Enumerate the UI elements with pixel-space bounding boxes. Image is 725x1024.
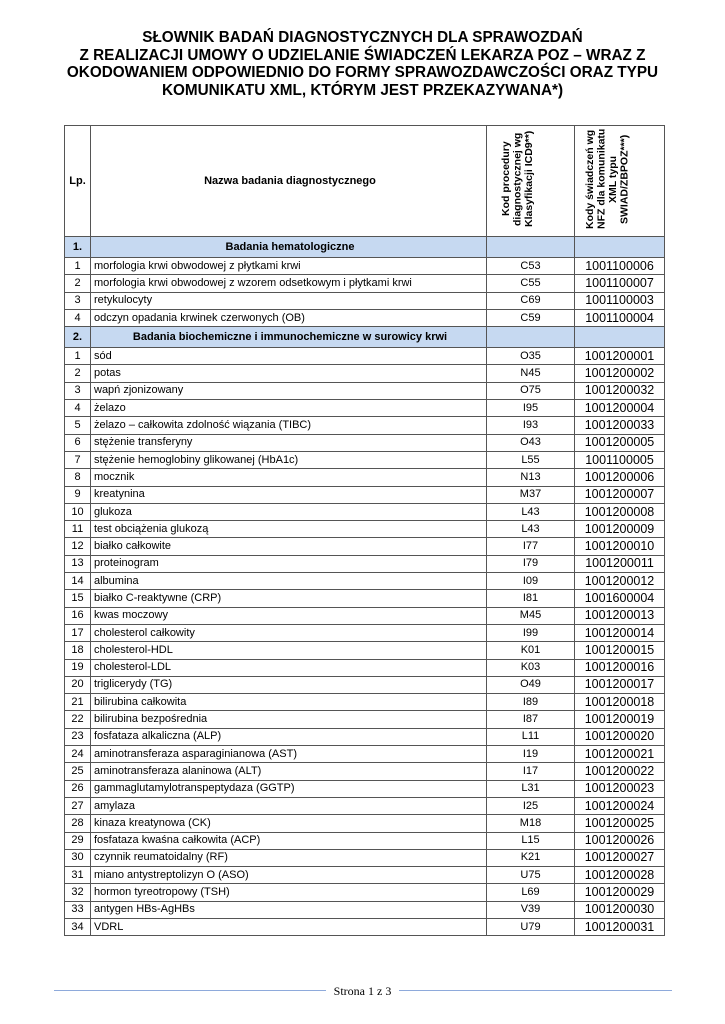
row-number: 6 xyxy=(65,434,91,451)
icd9-code: U79 xyxy=(487,918,575,935)
test-name: kreatynina xyxy=(91,486,487,503)
test-name: VDRL xyxy=(91,918,487,935)
empty-cell xyxy=(487,237,575,258)
row-number: 21 xyxy=(65,694,91,711)
test-name: miano antystreptolizyn O (ASO) xyxy=(91,867,487,884)
table-row xyxy=(65,486,665,503)
table-row xyxy=(65,607,665,624)
nfz-code: 1001200011 xyxy=(575,555,665,572)
table-row xyxy=(65,763,665,780)
nfz-code: 1001200012 xyxy=(575,573,665,590)
row-number: 29 xyxy=(65,832,91,849)
nfz-code: 1001200024 xyxy=(575,797,665,814)
test-name: hormon tyreotropowy (TSH) xyxy=(91,884,487,901)
nfz-code: 1001200001 xyxy=(575,348,665,365)
nfz-code: 1001200005 xyxy=(575,434,665,451)
table-body xyxy=(65,237,665,936)
icd9-code: M45 xyxy=(487,607,575,624)
nfz-code: 1001200002 xyxy=(575,365,665,382)
row-number: 2 xyxy=(65,365,91,382)
icd9-code: I87 xyxy=(487,711,575,728)
nfz-code: 1001200021 xyxy=(575,746,665,763)
row-number: 4 xyxy=(65,400,91,417)
nfz-code: 1001200008 xyxy=(575,503,665,520)
row-number: 30 xyxy=(65,849,91,866)
table-row xyxy=(65,676,665,693)
row-number: 16 xyxy=(65,607,91,624)
header-nfz-text: Kody świadczeń wg NFZ dla komunikatu XML typu SWIAD/ZBPOZ***) xyxy=(583,128,630,230)
test-name: fosfataza alkaliczna (ALP) xyxy=(91,728,487,745)
nfz-code: 1001200023 xyxy=(575,780,665,797)
test-name: kinaza kreatynowa (CK) xyxy=(91,815,487,832)
section-number: 1. xyxy=(65,237,91,258)
table-row xyxy=(65,780,665,797)
page-footer xyxy=(0,982,725,1000)
table-row xyxy=(65,711,665,728)
nfz-code: 1001200033 xyxy=(575,417,665,434)
test-name: retykulocyty xyxy=(91,292,487,309)
row-number: 20 xyxy=(65,676,91,693)
test-name: żelazo – całkowita zdolność wiązania (TIBC) xyxy=(91,417,487,434)
nfz-code: 1001200009 xyxy=(575,521,665,538)
row-number: 11 xyxy=(65,521,91,538)
table-row xyxy=(65,728,665,745)
test-name: bilirubina bezpośrednia xyxy=(91,711,487,728)
nfz-code: 1001200013 xyxy=(575,607,665,624)
row-number: 27 xyxy=(65,797,91,814)
nfz-code: 1001200007 xyxy=(575,486,665,503)
icd9-code: L11 xyxy=(487,728,575,745)
nfz-code: 1001200029 xyxy=(575,884,665,901)
table-row xyxy=(65,434,665,451)
icd9-code: I99 xyxy=(487,624,575,641)
test-name: cholesterol-LDL xyxy=(91,659,487,676)
table-row xyxy=(65,884,665,901)
table-row xyxy=(65,901,665,918)
nfz-code: 1001200025 xyxy=(575,815,665,832)
table-row xyxy=(65,521,665,538)
nfz-code: 1001200027 xyxy=(575,849,665,866)
test-name: aminotransferaza asparaginianowa (AST) xyxy=(91,746,487,763)
row-number: 8 xyxy=(65,469,91,486)
test-name: aminotransferaza alaninowa (ALT) xyxy=(91,763,487,780)
test-name: antygen HBs-AgHBs xyxy=(91,901,487,918)
table-row xyxy=(65,503,665,520)
icd9-code: C53 xyxy=(487,258,575,275)
nfz-code: 1001200019 xyxy=(575,711,665,728)
icd9-code: I17 xyxy=(487,763,575,780)
row-number: 26 xyxy=(65,780,91,797)
nfz-code: 1001100003 xyxy=(575,292,665,309)
row-number: 4 xyxy=(65,309,91,326)
row-number: 9 xyxy=(65,486,91,503)
nfz-code: 1001200004 xyxy=(575,400,665,417)
row-number: 12 xyxy=(65,538,91,555)
test-name: proteinogram xyxy=(91,555,487,572)
table-row xyxy=(65,573,665,590)
icd9-code: L55 xyxy=(487,451,575,468)
empty-cell xyxy=(487,327,575,348)
test-name: morfologia krwi obwodowej z wzorem odsetkowym i płytkami krwi xyxy=(91,275,487,292)
icd9-code: I09 xyxy=(487,573,575,590)
test-name: triglicerydy (TG) xyxy=(91,676,487,693)
nfz-code: 1001200030 xyxy=(575,901,665,918)
icd9-code: I77 xyxy=(487,538,575,555)
icd9-code: I95 xyxy=(487,400,575,417)
icd9-code: C55 xyxy=(487,275,575,292)
icd9-code: O43 xyxy=(487,434,575,451)
row-number: 33 xyxy=(65,901,91,918)
title-line: Z REALIZACJI UMOWY O UDZIELANIE ŚWIADCZEŃ LEKARZA POZ – WRAZ Z xyxy=(79,46,646,64)
test-name: bilirubina całkowita xyxy=(91,694,487,711)
icd9-code: M37 xyxy=(487,486,575,503)
nfz-code: 1001200031 xyxy=(575,918,665,935)
page-number: Strona 1 z 3 xyxy=(326,984,400,998)
section-row xyxy=(65,237,665,258)
icd9-code: C59 xyxy=(487,309,575,326)
row-number: 2 xyxy=(65,275,91,292)
test-name: cholesterol całkowity xyxy=(91,624,487,641)
title-line: SŁOWNIK BADAŃ DIAGNOSTYCZNYCH DLA SPRAWOZDAŃ xyxy=(142,29,583,46)
diagnostic-tests-table xyxy=(64,125,665,936)
test-name: morfologia krwi obwodowej z płytkami krwi xyxy=(91,258,487,275)
test-name: wapń zjonizowany xyxy=(91,382,487,399)
icd9-code: I25 xyxy=(487,797,575,814)
icd9-code: L31 xyxy=(487,780,575,797)
nfz-code: 1001100004 xyxy=(575,309,665,326)
test-name: gammaglutamylotranspeptydaza (GGTP) xyxy=(91,780,487,797)
table-row xyxy=(65,918,665,935)
nfz-code: 1001200018 xyxy=(575,694,665,711)
table-row xyxy=(65,292,665,309)
table-row xyxy=(65,538,665,555)
test-name: białko całkowite xyxy=(91,538,487,555)
test-name: sód xyxy=(91,348,487,365)
row-number: 14 xyxy=(65,573,91,590)
row-number: 23 xyxy=(65,728,91,745)
table-row xyxy=(65,258,665,275)
nfz-code: 1001100005 xyxy=(575,451,665,468)
row-number: 32 xyxy=(65,884,91,901)
icd9-code: I89 xyxy=(487,694,575,711)
nfz-code: 1001200006 xyxy=(575,469,665,486)
nfz-code: 1001200026 xyxy=(575,832,665,849)
table-row xyxy=(65,382,665,399)
table-row xyxy=(65,642,665,659)
table-row xyxy=(65,469,665,486)
section-row xyxy=(65,327,665,348)
icd9-code: M18 xyxy=(487,815,575,832)
test-name: glukoza xyxy=(91,503,487,520)
row-number: 5 xyxy=(65,417,91,434)
table-row xyxy=(65,659,665,676)
table-row xyxy=(65,555,665,572)
test-name: czynnik reumatoidalny (RF) xyxy=(91,849,487,866)
nfz-code: 1001200016 xyxy=(575,659,665,676)
table-row xyxy=(65,309,665,326)
nfz-code: 1001100007 xyxy=(575,275,665,292)
title-line: KOMUNIKATU XML, KTÓRYM JEST PRZEKAZYWANA*) xyxy=(161,81,564,99)
empty-cell xyxy=(575,237,665,258)
test-name: fosfataza kwaśna całkowita (ACP) xyxy=(91,832,487,849)
test-name: żelazo xyxy=(91,400,487,417)
icd9-code: V39 xyxy=(487,901,575,918)
row-number: 3 xyxy=(65,292,91,309)
row-number: 18 xyxy=(65,642,91,659)
test-name: albumina xyxy=(91,573,487,590)
header-icd-text: Kod procedury diagnostycznej wg Klasyfikacji ICD9**) xyxy=(499,130,535,227)
icd9-code: N13 xyxy=(487,469,575,486)
icd9-code: L43 xyxy=(487,503,575,520)
table-row xyxy=(65,275,665,292)
table-row xyxy=(65,590,665,607)
icd9-code: L43 xyxy=(487,521,575,538)
row-number: 22 xyxy=(65,711,91,728)
table-row xyxy=(65,832,665,849)
table-row xyxy=(65,624,665,641)
header-nfz xyxy=(575,126,665,237)
row-number: 31 xyxy=(65,867,91,884)
document-title xyxy=(0,29,725,99)
header-lp: Lp. xyxy=(65,126,91,237)
nfz-code: 1001200032 xyxy=(575,382,665,399)
row-number: 1 xyxy=(65,258,91,275)
nfz-code: 1001100006 xyxy=(575,258,665,275)
icd9-code: I79 xyxy=(487,555,575,572)
icd9-code: O49 xyxy=(487,676,575,693)
table-row xyxy=(65,348,665,365)
row-number: 25 xyxy=(65,763,91,780)
nfz-code: 1001200010 xyxy=(575,538,665,555)
nfz-code: 1001200017 xyxy=(575,676,665,693)
table-row xyxy=(65,417,665,434)
nfz-code: 1001200022 xyxy=(575,763,665,780)
header-name: Nazwa badania diagnostycznego xyxy=(91,126,487,237)
test-name: amylaza xyxy=(91,797,487,814)
test-name: odczyn opadania krwinek czerwonych (OB) xyxy=(91,309,487,326)
row-number: 34 xyxy=(65,918,91,935)
table-row xyxy=(65,797,665,814)
test-name: cholesterol-HDL xyxy=(91,642,487,659)
test-name: potas xyxy=(91,365,487,382)
row-number: 17 xyxy=(65,624,91,641)
icd9-code: N45 xyxy=(487,365,575,382)
nfz-code: 1001600004 xyxy=(575,590,665,607)
test-name: białko C-reaktywne (CRP) xyxy=(91,590,487,607)
icd9-code: K21 xyxy=(487,849,575,866)
icd9-code: O75 xyxy=(487,382,575,399)
test-name: stężenie transferyny xyxy=(91,434,487,451)
test-name: mocznik xyxy=(91,469,487,486)
table-row xyxy=(65,746,665,763)
table-row xyxy=(65,694,665,711)
icd9-code: C69 xyxy=(487,292,575,309)
nfz-code: 1001200020 xyxy=(575,728,665,745)
table-row xyxy=(65,400,665,417)
table-row xyxy=(65,867,665,884)
icd9-code: I19 xyxy=(487,746,575,763)
icd9-code: U75 xyxy=(487,867,575,884)
row-number: 7 xyxy=(65,451,91,468)
nfz-code: 1001200014 xyxy=(575,624,665,641)
nfz-code: 1001200028 xyxy=(575,867,665,884)
icd9-code: I81 xyxy=(487,590,575,607)
empty-cell xyxy=(575,327,665,348)
row-number: 24 xyxy=(65,746,91,763)
row-number: 28 xyxy=(65,815,91,832)
test-name: stężenie hemoglobiny glikowanej (HbA1c) xyxy=(91,451,487,468)
table-row xyxy=(65,451,665,468)
title-line: OKODOWANIEM ODPOWIEDNIO DO FORMY SPRAWOZDAWCZOŚCI ORAZ TYPU xyxy=(66,64,659,81)
row-number: 10 xyxy=(65,503,91,520)
test-name: test obciążenia glukozą xyxy=(91,521,487,538)
row-number: 1 xyxy=(65,348,91,365)
row-number: 15 xyxy=(65,590,91,607)
section-number: 2. xyxy=(65,327,91,348)
test-name: kwas moczowy xyxy=(91,607,487,624)
icd9-code: L69 xyxy=(487,884,575,901)
row-number: 13 xyxy=(65,555,91,572)
icd9-code: K01 xyxy=(487,642,575,659)
icd9-code: K03 xyxy=(487,659,575,676)
table-row xyxy=(65,849,665,866)
icd9-code: O35 xyxy=(487,348,575,365)
table-row xyxy=(65,365,665,382)
row-number: 3 xyxy=(65,382,91,399)
table-row xyxy=(65,815,665,832)
row-number: 19 xyxy=(65,659,91,676)
table-header-row xyxy=(65,126,665,237)
section-title: Badania biochemiczne i immunochemiczne w surowicy krwi xyxy=(91,327,487,348)
icd9-code: I93 xyxy=(487,417,575,434)
section-title: Badania hematologiczne xyxy=(91,237,487,258)
icd9-code: L15 xyxy=(487,832,575,849)
header-icd xyxy=(487,126,575,237)
nfz-code: 1001200015 xyxy=(575,642,665,659)
